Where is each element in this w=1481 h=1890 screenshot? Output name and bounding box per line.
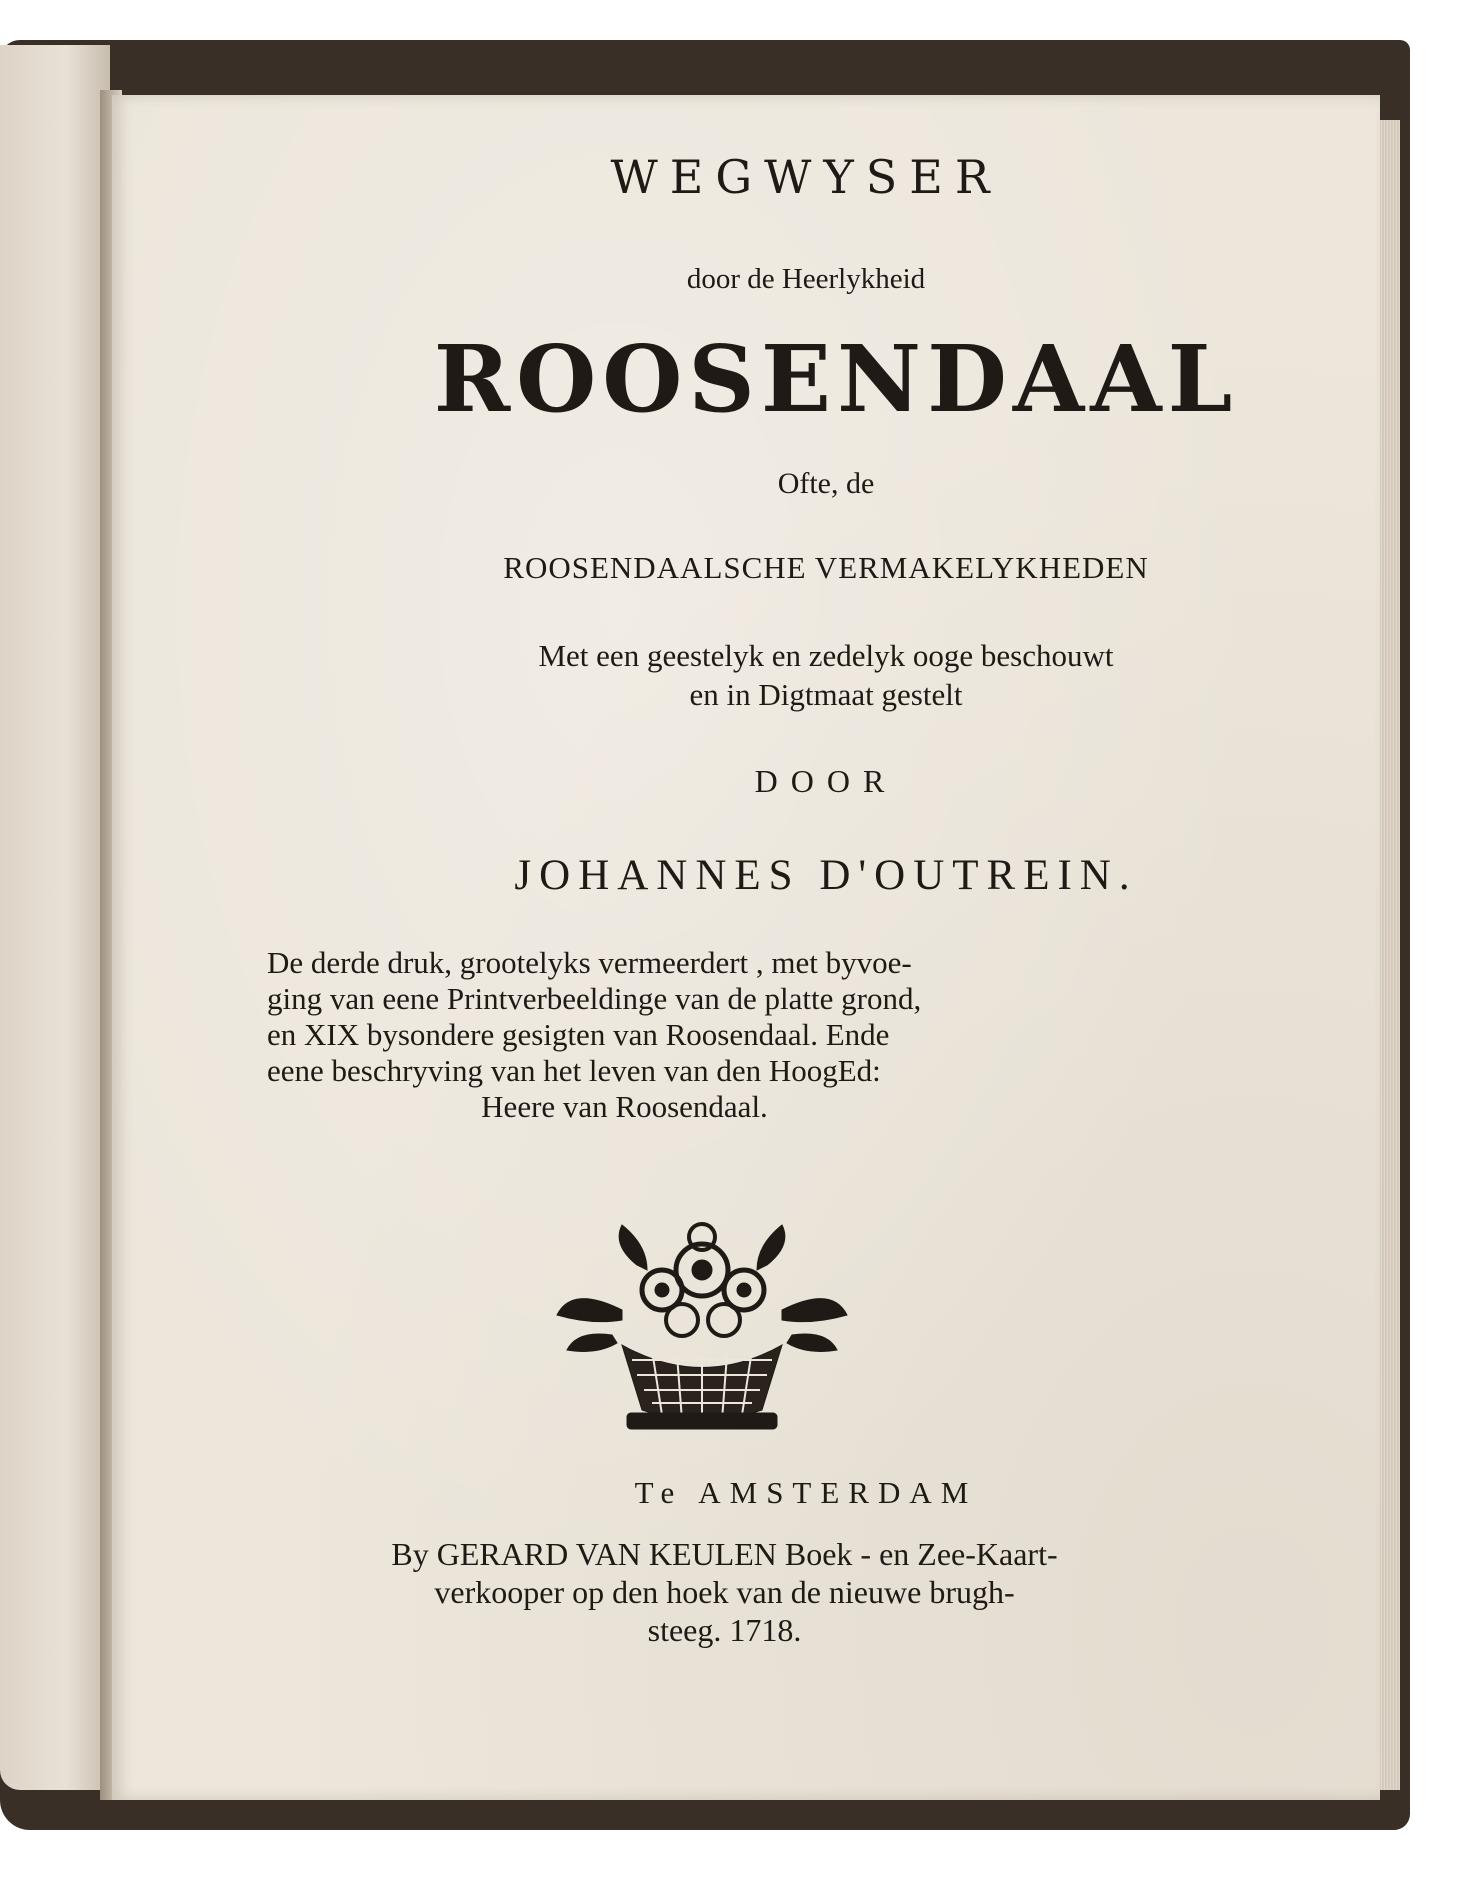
description-line-2: en in Digtmaat gestelt <box>689 677 963 712</box>
imprint-line: verkooper op den hoek van de nieuwe brugh- <box>434 1574 1015 1610</box>
edition-line: en XIX bysondere gesigten van Roosendaal. Ende <box>267 1017 890 1052</box>
alt-title-intro: Ofte, de <box>777 467 875 500</box>
alt-title: ROOSENDAALSCHE VERMAKELYKHEDEN <box>503 550 1149 585</box>
flower-basket-ornament-icon <box>552 1215 852 1445</box>
title-page <box>112 95 1380 1800</box>
imprint-place: Te AMSTERDAM <box>634 1475 978 1510</box>
left-page <box>0 45 110 1790</box>
edition-line: eene beschryving van het leven van den HoogEd: <box>267 1053 881 1088</box>
place-name-heading: ROOSENDAAL <box>433 325 1239 433</box>
author-name: JOHANNES D'OUTREIN. <box>514 852 1138 899</box>
description-line-1: Met een geestelyk en zedelyk ooge beschouwt <box>538 638 1114 673</box>
by-label: DOOR <box>754 763 898 799</box>
imprint-line: steeg. 1718. <box>647 1612 802 1648</box>
edition-statement <box>267 945 1192 1125</box>
edition-line: Heere van Roosendaal. <box>481 1089 768 1124</box>
edition-line: ging van eene Printverbeeldinge van de platte grond, <box>267 981 922 1016</box>
book-title: WEGWYSER <box>610 150 1002 204</box>
edition-line: De derde druk, grootelyks vermeerdert , met byvoe- <box>267 945 912 980</box>
book-subtitle: door de Heerlykheid <box>686 263 926 295</box>
imprint-line: By GERARD VAN KEULEN Boek - en Zee-Kaart- <box>391 1536 1058 1572</box>
imprint <box>257 1535 1192 1649</box>
